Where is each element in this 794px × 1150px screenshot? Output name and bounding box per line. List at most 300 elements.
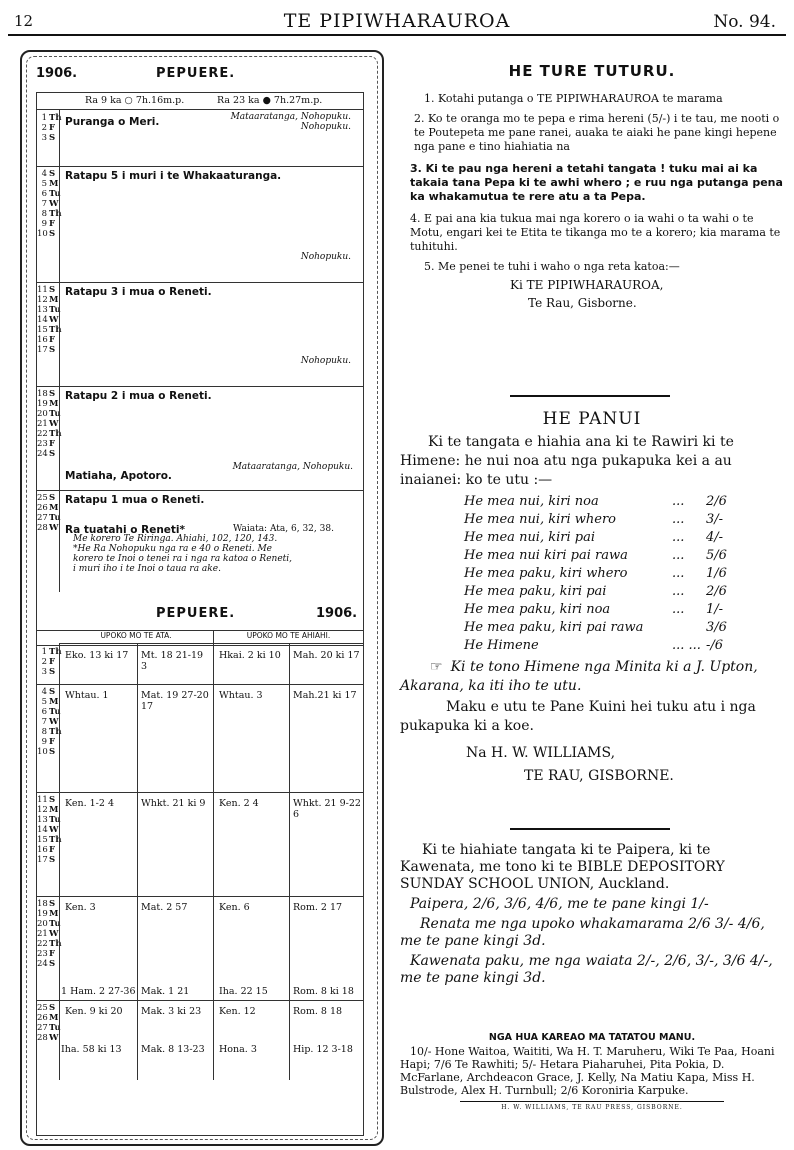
day-entry: [37, 409, 59, 419]
day-number: 1: [41, 113, 47, 123]
price-dots: ...: [672, 494, 685, 509]
price-value: 4/-: [706, 530, 724, 545]
day-entry: [37, 899, 59, 909]
donations-section: [400, 1032, 784, 1111]
price-dots: ...: [672, 548, 685, 563]
day-number: 19: [37, 399, 48, 409]
day-divider: [59, 896, 60, 1000]
price-dots: ...: [672, 566, 685, 581]
price-value: 3/6: [706, 620, 727, 635]
day-divider: [59, 684, 60, 792]
issue-number: No. 94.: [713, 12, 776, 32]
day-number: 25: [37, 493, 48, 503]
day-column: [37, 169, 62, 239]
reading-cell: Mah. 20 ki 17: [293, 650, 360, 661]
reading-cell-2: Mak. 8 13-23: [141, 1044, 205, 1055]
reading-cell-2: Mak. 1 21: [141, 986, 190, 997]
donations-text: 10/- Hone Waitoa, Waititi, Wa H. T. Maruheru, Wiki Te Paa, Hoani Hapi; 7/6 Te Rawhiti; 5/- Hetara Piaharuhei, Pita Pokia, D. McFarlane, Archdeacon Grace, J. Kelly, Na Matiu Kapa, Miss H. Bulstrode, Alex H. Turnbull; 2/6 Koroniria Karpuke.: [400, 1045, 775, 1097]
page-number: 12: [14, 12, 34, 30]
day-letter: S: [49, 389, 56, 399]
day-entry: [37, 325, 62, 335]
price-dots: ...: [672, 530, 685, 545]
price-value: 3/-: [706, 512, 724, 527]
week-row: [37, 110, 363, 167]
day-letter: S: [49, 1003, 56, 1013]
reading-cell: Whkt. 21 9-22 6: [293, 798, 361, 820]
day-entry: [37, 929, 59, 939]
price-item: He mea paku, kiri noa: [464, 602, 611, 617]
event-note: Nohopuku.: [300, 122, 351, 132]
day-entry: [37, 305, 59, 315]
day-number: 16: [37, 845, 48, 855]
day-letter: M: [49, 399, 59, 409]
header-rule: [8, 34, 786, 36]
day-entry: [37, 959, 59, 969]
day-letter: Tu: [49, 815, 61, 825]
notice-signature-1: Na H. W. WILLIAMS,: [466, 745, 616, 761]
day-entry: [37, 295, 59, 305]
column-divider: [137, 1000, 138, 1080]
day-letter: W: [49, 523, 59, 533]
price-item: He mea paku, kiri whero: [464, 566, 628, 581]
day-entry: [37, 523, 59, 533]
event-title: Ratapu 3 i mua o Reneti.: [65, 286, 212, 298]
day-number: 10: [37, 747, 48, 757]
reading-cell: Whtau. 1: [65, 690, 109, 701]
rule-3: 3. Ki te pau nga hereni a tetahi tangata ! tuku mai ai ka takaia tana Pepa ki te awhi whero ; e ruu nga putanga pena ka whakamutua te rere atu a ta Pepa.: [410, 162, 783, 203]
day-number: 11: [37, 285, 48, 295]
day-letter: S: [49, 229, 56, 239]
price-item: He Himene: [464, 638, 539, 653]
day-number: 16: [37, 335, 48, 345]
day-letter: W: [49, 929, 59, 939]
day-letter: M: [49, 503, 59, 513]
day-letter: Th: [49, 647, 62, 657]
day-letter: Tu: [49, 513, 61, 523]
day-letter: M: [49, 295, 59, 305]
day-entry: [37, 717, 59, 727]
day-letter: Tu: [49, 919, 61, 929]
calendar2-month: PEPUERE.: [156, 606, 236, 621]
event-title: Ratapu 1 mua o Reneti.: [65, 494, 205, 506]
reading-row: [37, 896, 363, 1001]
day-entry: [37, 647, 62, 657]
newspaper-title: TE PIPIWHARAUROA: [283, 10, 511, 32]
day-letter: S: [49, 133, 56, 143]
address-line-1: Ki TE PIPIWHARAUROA,: [510, 278, 664, 292]
event-note: Mataaratanga, Nohopuku.: [232, 462, 353, 472]
day-entry: [37, 707, 59, 717]
column-divider: [289, 1000, 290, 1080]
donations-heading: NGA HUA KAREAO MA TATATOU MANU.: [488, 1032, 696, 1043]
day-number: 27: [37, 513, 48, 523]
column-divider: [289, 644, 290, 684]
day-divider: [59, 110, 60, 166]
day-divider: [59, 490, 60, 592]
day-letter: Th: [49, 209, 62, 219]
day-entry: [37, 219, 59, 229]
day-number: 23: [37, 439, 48, 449]
price-value: 1/-: [706, 602, 724, 617]
day-number: 13: [37, 305, 48, 315]
column-divider: [213, 644, 214, 684]
week-row: [37, 282, 363, 387]
day-entry: [37, 229, 59, 239]
day-letter: W: [49, 419, 59, 429]
calendar2-year: 1906.: [316, 606, 358, 621]
notice-section: [400, 410, 784, 786]
day-number: 5: [41, 179, 47, 189]
day-entry: [37, 209, 62, 219]
event-note: Nohopuku.: [300, 356, 351, 366]
day-letter: Th: [49, 325, 62, 335]
day-entry: [37, 189, 59, 199]
day-entry: [37, 727, 62, 737]
day-divider: [59, 386, 60, 490]
day-number: 15: [37, 835, 48, 845]
price-item: He mea nui, kiri pai: [464, 530, 596, 545]
column-divider: [289, 684, 290, 792]
moon-phases: [37, 93, 363, 110]
reading-cell: Whkt. 21 ki 9: [141, 798, 206, 809]
column-divider: [137, 896, 138, 1000]
day-number: 18: [37, 389, 48, 399]
rule-4: 4. E pai ana kia tukua mai nga korero o ia wahi o ta wahi o te Motu, engari kei te Etita te tikanga mo te a korero; kia marama te tuhituhi.: [410, 212, 781, 253]
day-number: 13: [37, 815, 48, 825]
reading-cell: Ken. 6: [219, 902, 250, 913]
day-letter: W: [49, 315, 59, 325]
day-entry: [37, 429, 62, 439]
price-dots: ... ...: [672, 638, 701, 653]
day-entry: [37, 503, 59, 513]
day-letter: Tu: [49, 409, 61, 419]
price-value: 5/6: [706, 548, 727, 563]
day-letter: Th: [49, 835, 62, 845]
day-letter: Tu: [49, 189, 61, 199]
day-entry: [37, 449, 59, 459]
reading-cell-2: Hip. 12 3-18: [293, 1044, 353, 1055]
reading-cell: Mat. 19 27-20 17: [141, 690, 209, 712]
page-header: [0, 6, 794, 36]
day-letter: M: [49, 697, 59, 707]
day-letter: Tu: [49, 305, 61, 315]
day-column: [37, 899, 62, 969]
day-letter: S: [49, 899, 56, 909]
day-number: 20: [37, 919, 48, 929]
event-note: Mataaratanga, Nohopuku.: [230, 112, 351, 122]
day-letter: Th: [49, 429, 62, 439]
day-letter: S: [49, 493, 56, 503]
price-dots: ...: [672, 512, 685, 527]
day-number: 14: [37, 825, 48, 835]
day-column: [37, 1003, 59, 1043]
day-number: 6: [41, 189, 47, 199]
day-letter: S: [49, 285, 56, 295]
price-row: [400, 618, 784, 636]
day-letter: W: [49, 1033, 59, 1043]
day-number: 11: [37, 795, 48, 805]
address-line-2: Te Rau, Gisborne.: [528, 296, 637, 310]
day-column: [37, 795, 62, 865]
day-entry: [37, 795, 59, 805]
event-note: Nohopuku.: [300, 252, 351, 262]
price-item: He mea paku, kiri pai: [464, 584, 607, 599]
day-entry: [37, 657, 59, 667]
day-entry: [37, 845, 59, 855]
notice-tono: [400, 658, 784, 696]
day-number: 15: [37, 325, 48, 335]
day-number: 24: [37, 449, 48, 459]
day-letter: S: [49, 687, 56, 697]
reading-cell: Rom. 2 17: [293, 902, 343, 913]
printer-footer: H. W. WILLIAMS, TE RAU PRESS, GISBORNE.: [501, 1104, 683, 1111]
rule-5: 5. Me penei te tuhi i waho o nga reta katoa:—: [424, 260, 680, 273]
reading-cell: Rom. 8 18: [293, 1006, 343, 1017]
day-number: 4: [41, 687, 47, 697]
day-number: 20: [37, 409, 48, 419]
event-title: Ratapu 5 i muri i te Whakaaturanga.: [65, 170, 282, 182]
day-entry: [37, 815, 59, 825]
rules-heading: HE TURE TUTURU.: [508, 62, 676, 80]
pointing-hand-icon: ☞: [430, 659, 443, 675]
week-row: [37, 166, 363, 283]
day-number: 22: [37, 429, 48, 439]
reading-cell: Ken. 1-2 4: [65, 798, 114, 809]
day-number: 1: [41, 647, 47, 657]
day-entry: [37, 179, 59, 189]
day-divider: [59, 282, 60, 386]
day-number: 12: [37, 295, 48, 305]
price-list: [400, 492, 784, 654]
column-divider: [213, 896, 214, 1000]
day-letter: F: [49, 845, 56, 855]
day-entry: [37, 667, 59, 677]
day-letter: W: [49, 825, 59, 835]
day-column: [37, 285, 62, 355]
reading-cell: Mah.21 ki 17: [293, 690, 357, 701]
separator-2: [510, 828, 670, 830]
day-column: [37, 493, 59, 533]
event-note: *He Ra Nohopuku nga ra e 40 o Reneti. Me: [73, 544, 272, 554]
day-number: 7: [41, 717, 47, 727]
day-entry: [37, 835, 62, 845]
day-divider: [59, 166, 60, 282]
day-number: 23: [37, 949, 48, 959]
col-evening-header: UPOKO MO TE AHIAHI.: [214, 631, 363, 644]
reading-cell-2: Iha. 58 ki 13: [61, 1044, 122, 1055]
price-item: He mea paku, kiri pai rawa: [464, 620, 644, 635]
day-number: 12: [37, 805, 48, 815]
day-entry: [37, 855, 59, 865]
column-divider: [137, 684, 138, 792]
day-number: 17: [37, 345, 48, 355]
column-divider: [213, 792, 214, 896]
day-entry: [37, 1003, 59, 1013]
day-letter: S: [49, 795, 56, 805]
day-column: [37, 389, 62, 459]
reading-cell: Mt. 18 21-19 3: [141, 650, 204, 672]
tono-text: Ki te tono Himene nga Minita ki a J. Upton, Akarana, ka iti iho te utu.: [400, 659, 758, 694]
day-letter: F: [49, 439, 56, 449]
day-number: 14: [37, 315, 48, 325]
day-letter: F: [49, 737, 56, 747]
day-entry: [37, 389, 59, 399]
day-number: 17: [37, 855, 48, 865]
event-note: i muri iho i te Inoi o taua ra ake.: [73, 564, 221, 574]
day-number: 2: [41, 657, 47, 667]
calendar-box: [36, 92, 364, 646]
day-entry: [37, 919, 59, 929]
reading-cell-2: Iha. 22 15: [219, 986, 268, 997]
price-row: [400, 492, 784, 510]
reading-cell: Hkai. 2 ki 10: [219, 650, 281, 661]
day-number: 24: [37, 959, 48, 969]
day-letter: S: [49, 667, 56, 677]
column-divider: [289, 792, 290, 896]
day-number: 3: [41, 667, 47, 677]
day-column: [37, 647, 62, 677]
day-letter: S: [49, 345, 56, 355]
event-title: Puranga o Meri.: [65, 116, 160, 128]
day-number: 5: [41, 697, 47, 707]
notice-maku: Maku e utu te Pane Kuini hei tuku atu i nga pukapuka ki a koe.: [400, 699, 756, 734]
reading-row: [37, 792, 363, 897]
day-entry: [37, 825, 59, 835]
price-value: -/6: [706, 638, 724, 653]
price-value: 2/6: [706, 494, 727, 509]
kawenata-prices: Kawenata paku, me nga waiata 2/-, 2/6, 3/-, 3/6 4/-, me te pane kingi 3d.: [400, 953, 773, 986]
day-letter: F: [49, 219, 56, 229]
reading-cell: Ken. 9 ki 20: [65, 1006, 123, 1017]
moon-phase-2: Ra 23 ka ● 7h.27m.p.: [217, 95, 323, 106]
reading-cell: Eko. 13 ki 17: [65, 650, 129, 661]
day-entry: [37, 747, 59, 757]
rule-2: 2. Ko te oranga mo te pepa e rima hereni (5/-) i te tau, me nooti o te Poutepeta me pane ranei, auaka te aiaki he pane kingi hepene nga pane e tino hiahiatia na: [414, 112, 780, 153]
day-number: 27: [37, 1023, 48, 1033]
day-letter: Tu: [49, 707, 61, 717]
day-letter: S: [49, 959, 56, 969]
day-letter: M: [49, 805, 59, 815]
day-number: 6: [41, 707, 47, 717]
price-row: [400, 564, 784, 582]
price-dots: ...: [672, 602, 685, 617]
day-letter: S: [49, 747, 56, 757]
day-letter: W: [49, 199, 59, 209]
day-number: 9: [41, 737, 47, 747]
event-note: Me korero Te Riringa. Ahiahi, 102, 120, 143.: [73, 534, 278, 544]
day-number: 25: [37, 1003, 48, 1013]
day-number: 8: [41, 209, 47, 219]
event-note: korero te Inoi o tenei ra i nga ra katoa o Reneti,: [73, 554, 293, 564]
readings-box: [36, 630, 364, 1136]
day-entry: [37, 199, 59, 209]
rules-section: [400, 62, 784, 310]
bible-prices: Paipera, 2/6, 3/6, 4/6, me te pane kingi 1/-: [410, 896, 709, 912]
day-divider: [59, 644, 60, 684]
day-letter: S: [49, 855, 56, 865]
day-divider: [59, 1000, 60, 1080]
day-entry: [37, 949, 59, 959]
price-item: He mea nui kiri pai rawa: [464, 548, 628, 563]
day-entry: [37, 315, 59, 325]
reading-row: [37, 684, 363, 793]
day-entry: [37, 345, 59, 355]
reading-cell: Ken. 3: [65, 902, 96, 913]
day-number: 18: [37, 899, 48, 909]
price-value: 2/6: [706, 584, 727, 599]
day-number: 3: [41, 133, 47, 143]
day-letter: M: [49, 1013, 59, 1023]
column-divider: [213, 1000, 214, 1080]
column-divider: [137, 644, 138, 684]
reading-cell-2: Hona. 3: [219, 1044, 257, 1055]
day-number: 21: [37, 419, 48, 429]
price-dots: ...: [672, 584, 685, 599]
col-morning-header: UPOKO MO TE ATA.: [59, 631, 214, 644]
day-column: [37, 687, 62, 757]
day-entry: [37, 1033, 59, 1043]
reading-cell: Ken. 12: [219, 1006, 256, 1017]
day-number: 10: [37, 229, 48, 239]
day-entry: [37, 939, 62, 949]
day-entry: [37, 399, 59, 409]
day-entry: [37, 169, 59, 179]
day-number: 26: [37, 503, 48, 513]
reading-row: [37, 644, 363, 685]
event-title-2: Matiaha, Apotoro.: [65, 470, 172, 482]
day-number: 19: [37, 909, 48, 919]
calendar-month: PEPUERE.: [156, 66, 236, 81]
column-divider: [213, 684, 214, 792]
day-entry: [37, 123, 59, 133]
day-number: 26: [37, 1013, 48, 1023]
renata-prices: Renata me nga upoko whakamarama 2/6 3/- 4/6, me te pane kingi 3d.: [400, 916, 765, 949]
day-entry: [37, 687, 59, 697]
price-row: [400, 600, 784, 618]
day-entry: [37, 909, 59, 919]
column-divider: [137, 792, 138, 896]
day-letter: Th: [49, 727, 62, 737]
day-entry: [37, 493, 59, 503]
price-row: [400, 510, 784, 528]
price-row: [400, 582, 784, 600]
day-entry: [37, 285, 59, 295]
day-letter: S: [49, 169, 56, 179]
rule-1: 1. Kotahi putanga o TE PIPIWHARAUROA te marama: [424, 92, 723, 105]
week-row: [37, 386, 363, 491]
notice-heading: HE PANUI: [542, 409, 642, 429]
day-entry: [37, 805, 59, 815]
calendar-year: 1906.: [36, 66, 78, 81]
day-number: 28: [37, 1033, 48, 1043]
price-item: He mea nui, kiri whero: [464, 512, 617, 527]
reading-row: [37, 1000, 363, 1080]
day-number: 28: [37, 523, 48, 533]
day-letter: M: [49, 909, 59, 919]
reading-cell: Whtau. 3: [219, 690, 263, 701]
bible-section: [400, 842, 784, 987]
day-entry: [37, 697, 59, 707]
day-letter: Tu: [49, 1023, 61, 1033]
day-letter: S: [49, 449, 56, 459]
column-divider: [289, 896, 290, 1000]
day-entry: [37, 1023, 59, 1033]
week-row: [37, 490, 363, 592]
day-number: 9: [41, 219, 47, 229]
day-number: 8: [41, 727, 47, 737]
price-row: [400, 636, 784, 654]
day-letter: F: [49, 949, 56, 959]
